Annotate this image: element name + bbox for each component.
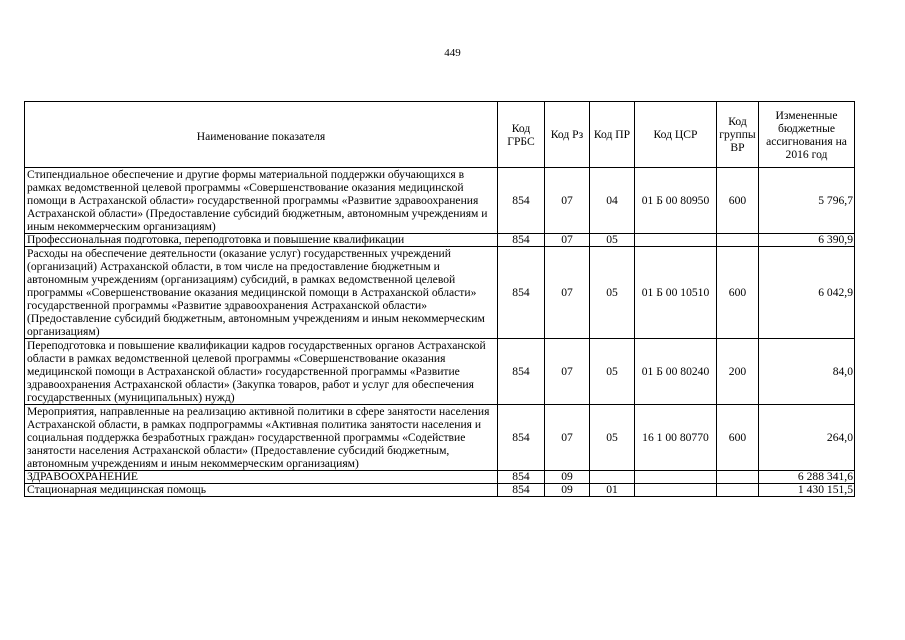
header-sum: Измененные бюджетные ассигнования на 2016 год (759, 102, 855, 168)
cell-sum: 6 288 341,6 (759, 471, 855, 484)
cell-csr: 01 Б 00 80240 (635, 339, 717, 405)
cell-sum: 84,0 (759, 339, 855, 405)
cell-grbs: 854 (498, 405, 545, 471)
cell-grbs: 854 (498, 234, 545, 247)
cell-name: Стационарная медицинская помощь (25, 484, 498, 497)
header-csr: Код ЦСР (635, 102, 717, 168)
cell-csr (635, 234, 717, 247)
header-grbs: Код ГРБС (498, 102, 545, 168)
cell-name: Мероприятия, направленные на реализацию активной политики в сфере занятости населения Астраханской области, в рамках подпрограммы «Активная политика занятости населения и социальная поддержка безработных граждан» государственной программы «Содействие занятости населения Астраханской области» (Предоставление субсидий бюджетным, автономным учреждениям и иным некоммерческим организациям) (25, 405, 498, 471)
table-row (25, 471, 855, 484)
cell-sum: 5 796,7 (759, 168, 855, 234)
cell-vr: 600 (717, 405, 759, 471)
cell-name: ЗДРАВООХРАНЕНИЕ (25, 471, 498, 484)
cell-sum: 6 390,9 (759, 234, 855, 247)
cell-sum: 6 042,9 (759, 247, 855, 339)
cell-rz: 07 (545, 234, 590, 247)
budget-table (24, 101, 855, 497)
cell-grbs: 854 (498, 471, 545, 484)
cell-grbs: 854 (498, 247, 545, 339)
table-header-row (25, 102, 855, 168)
cell-csr (635, 471, 717, 484)
table-row (25, 484, 855, 497)
header-rz: Код Рз (545, 102, 590, 168)
cell-pr: 05 (590, 247, 635, 339)
cell-vr: 200 (717, 339, 759, 405)
cell-sum: 1 430 151,5 (759, 484, 855, 497)
header-pr: Код ПР (590, 102, 635, 168)
cell-vr (717, 234, 759, 247)
table-row (25, 168, 855, 234)
table-row (25, 405, 855, 471)
cell-name: Профессиональная подготовка, переподготовка и повышение квалификации (25, 234, 498, 247)
cell-pr: 05 (590, 405, 635, 471)
cell-vr (717, 484, 759, 497)
cell-pr: 05 (590, 339, 635, 405)
cell-sum: 264,0 (759, 405, 855, 471)
cell-csr: 01 Б 00 80950 (635, 168, 717, 234)
cell-pr (590, 471, 635, 484)
cell-grbs: 854 (498, 168, 545, 234)
cell-rz: 07 (545, 405, 590, 471)
cell-grbs: 854 (498, 339, 545, 405)
cell-pr: 04 (590, 168, 635, 234)
cell-rz: 07 (545, 339, 590, 405)
cell-vr (717, 471, 759, 484)
cell-csr: 01 Б 00 10510 (635, 247, 717, 339)
table-row (25, 339, 855, 405)
cell-pr: 05 (590, 234, 635, 247)
header-name: Наименование показателя (25, 102, 498, 168)
table-row (25, 234, 855, 247)
table-row (25, 247, 855, 339)
cell-name: Расходы на обеспечение деятельности (оказание услуг) государственных учреждений (организаций) Астраханской области, в том числе на предоставление бюджетным и автономным учреждениям (организациям) субсидий, в рамках ведомственной целевой программы «Совершенствование оказания медицинской помощи в Астраханской области» государственной программы «Развитие здравоохранения Астраханской области» (Предоставление субсидий бюджетным, автономным учреждениям и иным некоммерческим организациям) (25, 247, 498, 339)
cell-vr: 600 (717, 247, 759, 339)
cell-rz: 09 (545, 471, 590, 484)
cell-name: Переподготовка и повышение квалификации кадров государственных органов Астраханской области в рамках ведомственной целевой программы «Совершенствование оказания медицинской помощи в Астраханской области» государственной программы «Развитие здравоохранения Астраханской области» (Закупка товаров, работ и услуг для обеспечения государственных (муниципальных) нужд) (25, 339, 498, 405)
cell-pr: 01 (590, 484, 635, 497)
cell-vr: 600 (717, 168, 759, 234)
cell-rz: 09 (545, 484, 590, 497)
cell-rz: 07 (545, 247, 590, 339)
cell-csr: 16 1 00 80770 (635, 405, 717, 471)
header-vr: Код группы ВР (717, 102, 759, 168)
page-number: 449 (444, 47, 461, 59)
cell-name: Стипендиальное обеспечение и другие формы материальной поддержки обучающихся в рамках ведомственной целевой программы «Совершенствование оказания медицинской помощи в Астраханской области» государственной программы «Развитие здравоохранения Астраханской области» (Предоставление субсидий бюджетным, автономным учреждениям и иным некоммерческим организациям) (25, 168, 498, 234)
cell-grbs: 854 (498, 484, 545, 497)
cell-csr (635, 484, 717, 497)
cell-rz: 07 (545, 168, 590, 234)
